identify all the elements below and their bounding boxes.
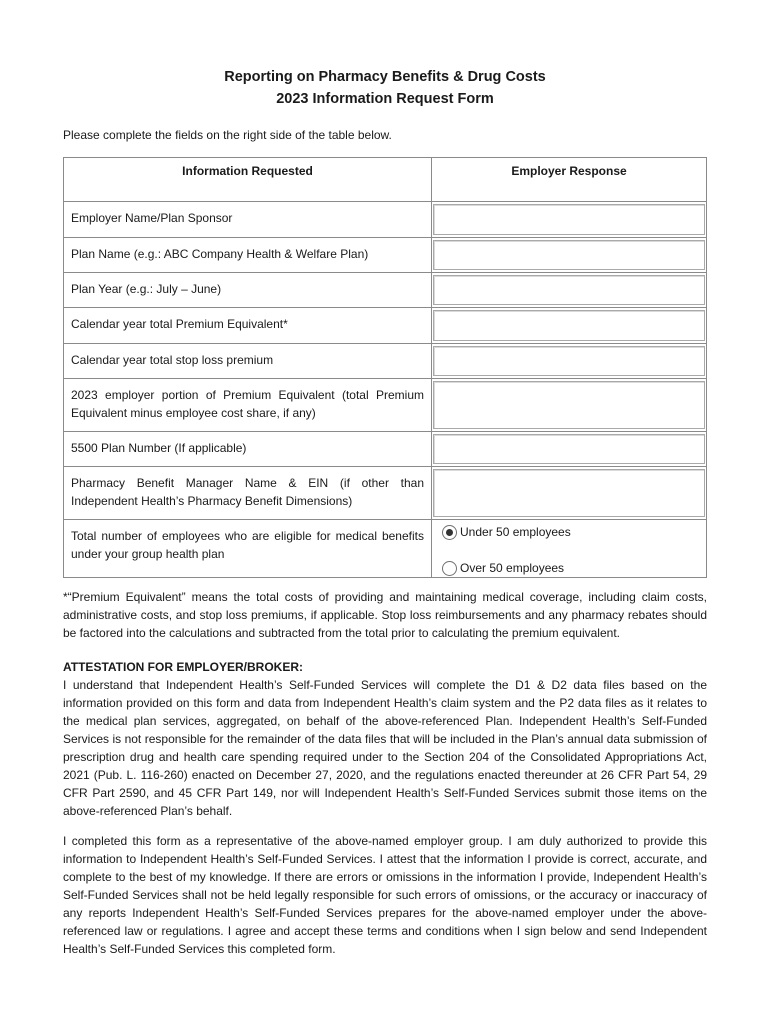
radio-selected-icon[interactable] [442, 525, 457, 540]
radio-label: Under 50 employees [460, 525, 571, 539]
radio-under-50[interactable] [432, 523, 706, 541]
stop-loss-premium-field[interactable] [433, 346, 705, 376]
row-label: Calendar year total Premium Equivalent* [71, 317, 288, 331]
table-row [64, 520, 707, 578]
table-row [64, 379, 707, 432]
header-employer-response: Employer Response [432, 158, 707, 202]
premium-equivalent-note: *“Premium Equivalent” means the total costs of providing and maintaining medical coverage, including claim costs, administrative costs, and stop loss premiums, if applicable. Stop loss reimbursements and any pharmacy rebates should be factored into the calculations and subtracted from the total prior to calculating the premium equivalent. [63, 590, 707, 640]
row-label: Pharmacy Benefit Manager Name & EIN (if other than Independent Health’s Pharmacy Benefit Dimensions) [71, 476, 424, 508]
intro-text: Please complete the fields on the right side of the table below. [63, 128, 392, 142]
form-title: Reporting on Pharmacy Benefits & Drug Costs [224, 69, 546, 85]
radio-over-50[interactable] [432, 559, 706, 577]
attestation-paragraph-2: I completed this form as a representative of the above-named employer group. I am duly authorized to provide this information to Independent Health’s Self-Funded Services. I attest that the information I provide is correct, accurate, and complete to the best of my knowledge. If there are errors or omissions in the information I provide, Independent Health’s Self-Funded Services shall not be held legally responsible for such errors of omissions, or the accuracy or inaccuracy of any reports Independent Health’s Self-Funded Services prepares for the above-named employer under the above-referenced law or regulations. I agree and accept these terms and conditions when I sign below and send Independent Health’s Self-Funded Services this completed form. [63, 834, 707, 956]
pbm-name-ein-field[interactable] [433, 469, 705, 517]
attestation-heading: ATTESTATION FOR EMPLOYER/BROKER: [63, 660, 303, 674]
row-label: Employer Name/Plan Sponsor [71, 211, 233, 225]
row-label: Plan Year (e.g.: July – June) [71, 282, 222, 296]
request-table [63, 157, 707, 578]
table-row [64, 202, 707, 238]
table-row [64, 273, 707, 308]
attestation-paragraph-1: I understand that Independent Health’s Self-Funded Services will complete the D1 & D2 data files based on the information provided on this form and data from Independent Health’s claim system and the P2 data files as it relates to the medical plan services, aggregated, on behalf of the above-referenced Plan. Independent Health’s Self-Funded Services is not responsible for the remainder of the data files that will be included in the Plan’s annual data submission of prescription drug and health care spending required under to the Section 204 of the Consolidated Appropriations Act, 2021 (Pub. L. 116-260) enacted on December 27, 2020, and the regulations enacted thereunder at 26 CFR Part 54, 29 CFR Part 2590, and 45 CFR Part 149, nor will Independent Health’s Self-Funded Services submit those items on the above-referenced Plan’s behalf. [63, 678, 707, 818]
plan-name-field[interactable] [433, 240, 705, 270]
table-row [64, 467, 707, 520]
employer-name-field[interactable] [433, 204, 705, 235]
plan-number-field[interactable] [433, 434, 705, 464]
form-subtitle: 2023 Information Request Form [276, 91, 494, 107]
table-header-row [64, 158, 707, 202]
header-information-requested: Information Requested [64, 158, 432, 202]
table-row [64, 432, 707, 467]
radio-label: Over 50 employees [460, 561, 565, 575]
premium-equivalent-field[interactable] [433, 310, 705, 341]
row-label: 2023 employer portion of Premium Equivalent (total Premium Equivalent minus employee cost share, if any) [71, 388, 424, 420]
table-row [64, 308, 707, 344]
employer-portion-field[interactable] [433, 381, 705, 429]
radio-unselected-icon[interactable] [442, 561, 457, 576]
table-row [64, 238, 707, 273]
row-label: Total number of employees who are eligible for medical benefits under your group health plan [71, 529, 424, 561]
row-label: Plan Name (e.g.: ABC Company Health & Welfare Plan) [71, 247, 369, 261]
row-label: Calendar year total stop loss premium [71, 353, 274, 367]
row-label: 5500 Plan Number (If applicable) [71, 441, 247, 455]
table-row [64, 344, 707, 379]
plan-year-field[interactable] [433, 275, 705, 305]
